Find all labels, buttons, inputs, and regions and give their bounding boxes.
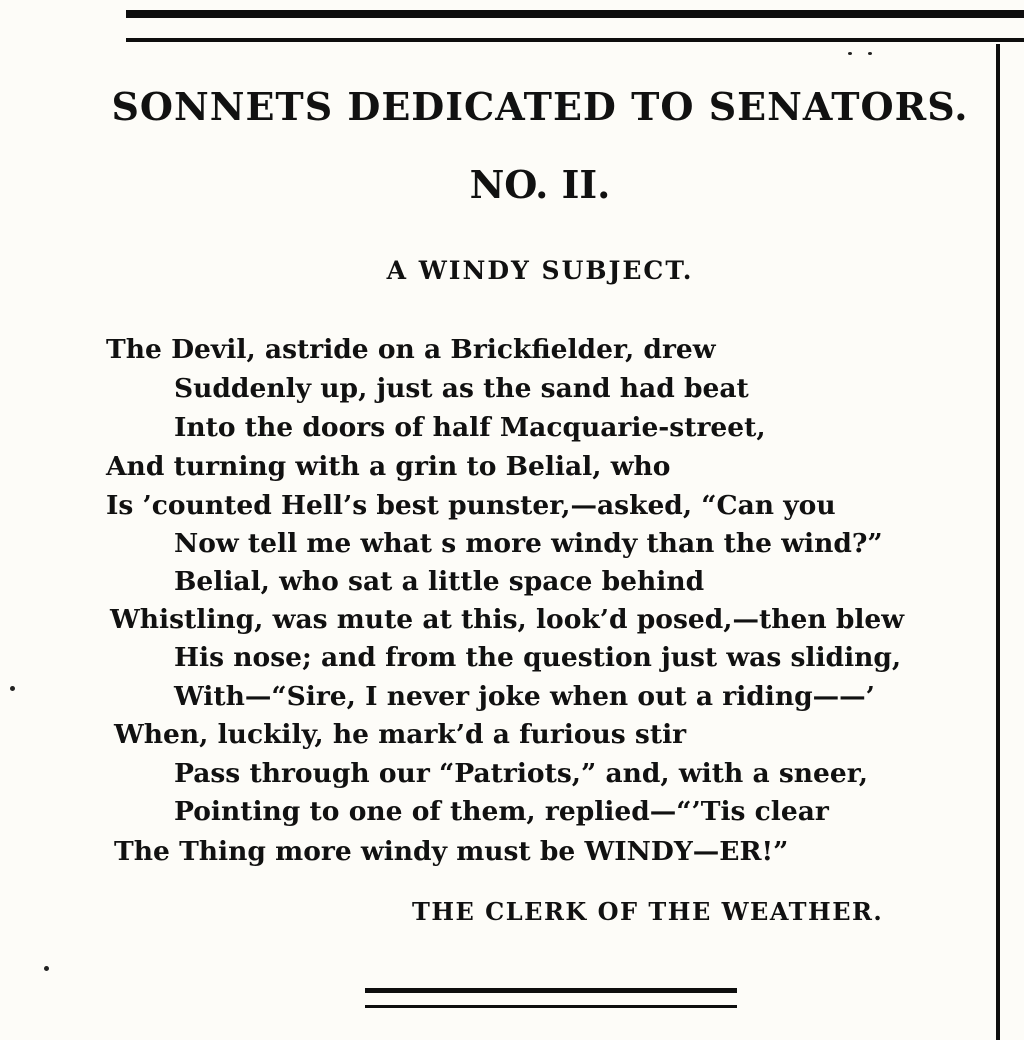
poem-line: Is ’counted Hell’s best punster,—asked, “Can you [106, 490, 836, 521]
poem-line: Now tell me what s more windy than the wind?” [174, 528, 883, 559]
poem-line: Pointing to one of them, replied—“’Tis clear [174, 796, 829, 827]
top-rule-thick [126, 10, 1024, 18]
poem-line: With—“Sire, I never joke when out a riding——’ [174, 681, 875, 712]
poem-line: The Thing more windy must be WINDY—ER!” [114, 836, 789, 867]
poem-line: Suddenly up, just as the sand had beat [174, 373, 749, 404]
poem-line: His nose; and from the question just was sliding, [174, 642, 902, 673]
page-title: SONNETS DEDICATED TO SENATORS. [111, 84, 969, 129]
poem-line: Into the doors of half Macquarie-street, [174, 412, 766, 443]
poem-line: Whistling, was mute at this, look’d posed,—then blew [110, 604, 905, 635]
bottom-rule [365, 1005, 737, 1008]
column-rule [996, 44, 1000, 1040]
signature: THE CLERK OF THE WEATHER. [412, 897, 884, 926]
sonnet-subtitle: A WINDY SUBJECT. [386, 256, 694, 285]
print-speck [10, 686, 15, 691]
poem-line: The Devil, astride on a Brickfielder, drew [106, 334, 716, 365]
poem-line: And turning with a grin to Belial, who [106, 451, 671, 482]
poem-line: When, luckily, he mark’d a furious stir [114, 719, 687, 750]
print-speck [868, 52, 872, 55]
bottom-rule [365, 988, 737, 993]
sonnet-number: NO. II. [469, 162, 611, 207]
poem-line: Belial, who sat a little space behind [174, 566, 705, 597]
poem-line: Pass through our “Patriots,” and, with a sneer, [174, 758, 869, 789]
print-speck [848, 52, 852, 55]
top-rule-thin [126, 38, 1024, 42]
print-speck [44, 966, 49, 971]
